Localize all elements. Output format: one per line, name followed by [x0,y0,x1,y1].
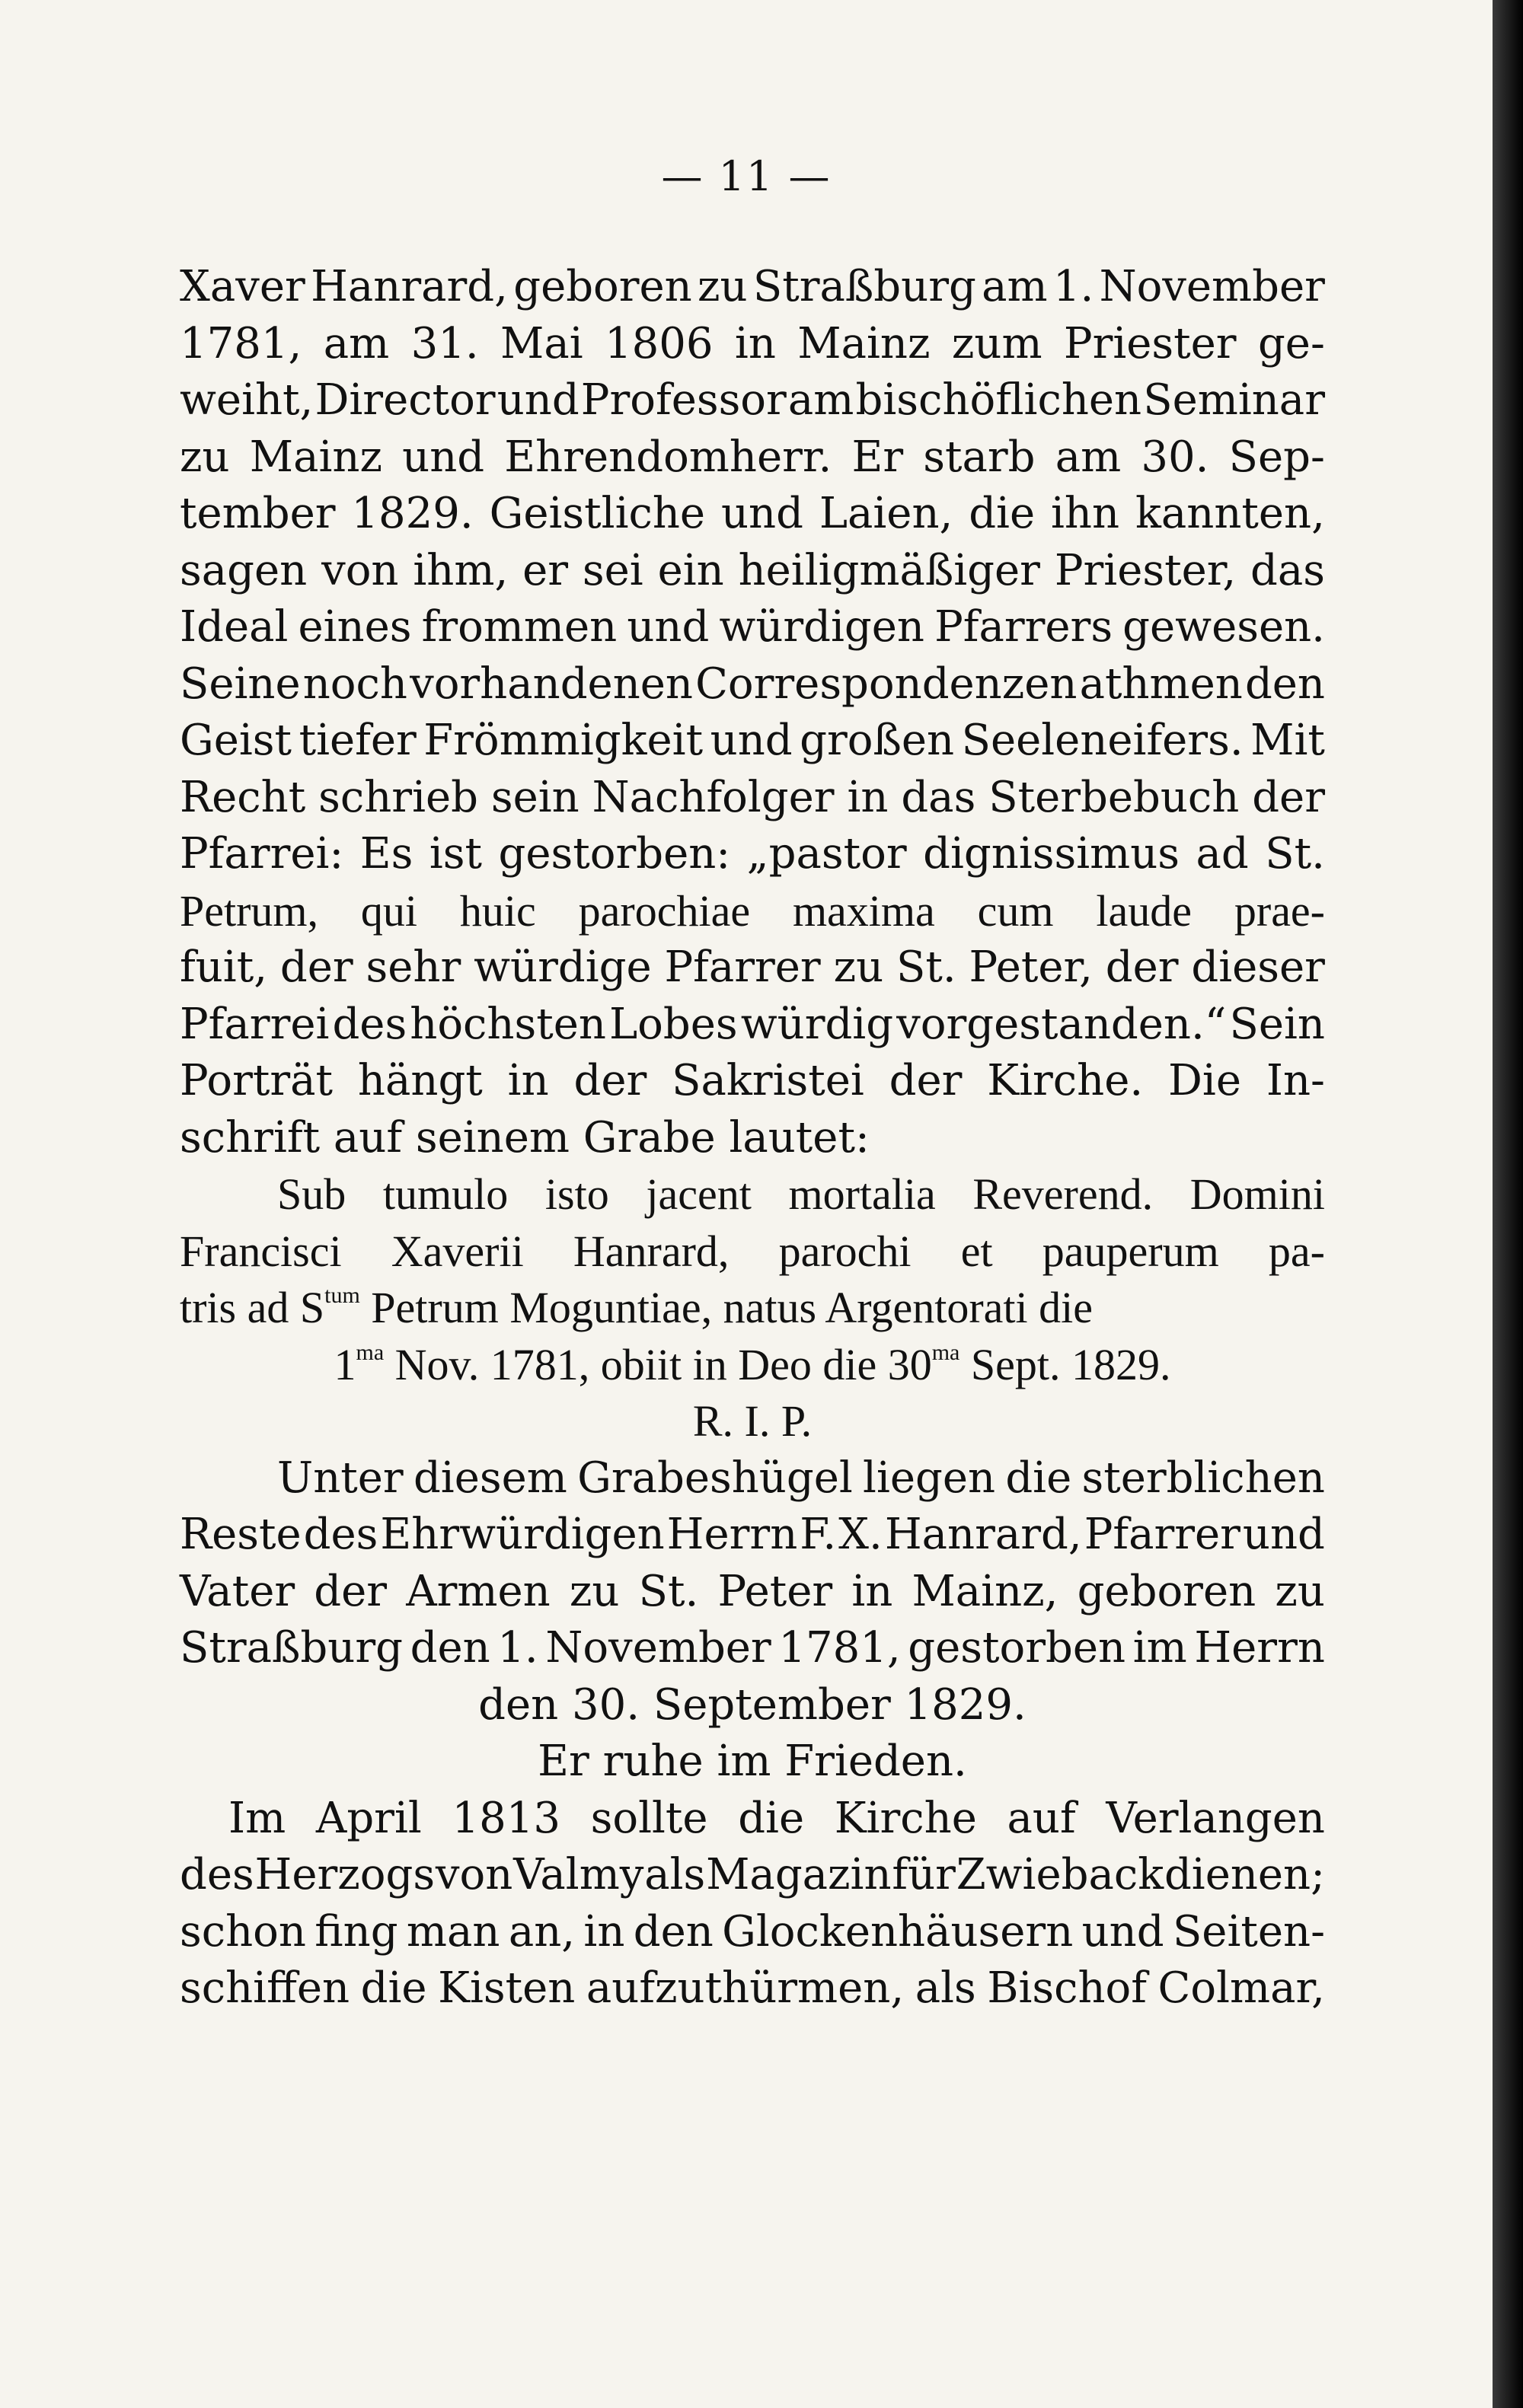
word: liegen [863,1453,996,1503]
inscription-german-line [180,1507,1325,1564]
word: diesem [413,1453,567,1503]
word: in [507,1056,549,1105]
word: den [633,1906,714,1957]
word: Reste [180,1510,302,1559]
word: Seeleneifers. [961,716,1244,765]
word: Seine [180,659,301,709]
word: und [710,716,793,765]
inscription-latin-line: $1^{ma}$ Nov. 1781, obiit in Deo die $30^{ma}$ Sept. 1829. [334,1339,1171,1389]
word: Xaverii [391,1226,524,1276]
word: Ehrendomherr. [504,432,832,482]
word: Petrum, [180,885,319,936]
word: St. [896,942,956,992]
text-line [180,883,1325,940]
word: Reverend. [972,1169,1154,1219]
text-line [180,1847,1325,1904]
word: Ehrwürdigen [380,1510,665,1559]
word: geboren [513,262,692,311]
word: Hanrard, [884,1510,1082,1559]
word: Kisten [438,1963,576,2013]
word: ist [429,829,483,879]
word: die [969,489,1036,538]
word: tiefer [299,716,417,765]
word: das [901,772,976,822]
word: Correspondenzen [695,659,1078,709]
word: In- [1266,1056,1325,1105]
word: November [545,1623,771,1673]
text-line [180,543,1325,600]
word: geboren [1077,1566,1256,1616]
word: dignissimus [923,829,1180,879]
text-line [180,939,1325,997]
text-line [180,826,1325,883]
page-edge [1493,0,1523,2408]
text-line: schrift auf seinem Grabe lautet: [180,1112,870,1163]
word: St. [638,1566,699,1616]
word: ad [1196,829,1249,879]
word: fing [314,1906,398,1957]
word: sehr [366,942,461,992]
text-line [180,599,1325,656]
word: parochi [778,1226,912,1276]
word: Pfarrer [664,942,821,992]
word: die [360,1963,427,2013]
word: Peter [717,1566,833,1616]
word: Pfarrer [1084,1510,1240,1559]
word: Kirche. [987,1056,1144,1105]
word: eines [298,602,412,652]
word: Seiten- [1172,1906,1325,1957]
word: Armen [406,1566,551,1616]
word: Xaver [180,262,305,311]
inscription-closing: Er ruhe im Frieden. [538,1737,967,1786]
word: Glockenhäusern [722,1906,1074,1957]
word: ihm, [413,545,509,595]
word: am [787,375,854,425]
word: F. [800,1510,837,1559]
word: hängt [357,1056,483,1105]
word: Vater [180,1566,295,1616]
word: des [180,1850,254,1899]
word: 1829. [351,489,474,538]
word: Lobes [608,999,738,1049]
word: parochiae [578,885,751,936]
word: heiligmäßiger [738,545,1040,595]
word: Sep- [1228,432,1325,482]
word: der [314,1566,388,1616]
word: 31. [410,318,479,368]
word: gestorben [908,1623,1126,1673]
word: frommen [421,602,618,652]
word: sagen [180,545,308,595]
word: dienen; [1164,1850,1325,1899]
word: X. [838,1510,883,1559]
word: in [847,772,889,822]
word: man [406,1906,500,1957]
word: noch [302,659,407,709]
word: Mai [500,318,583,368]
text-line [180,997,1325,1054]
word: ge- [1257,318,1325,368]
word: Colmar, [1157,1963,1325,2013]
inscription-german-line [180,1620,1325,1677]
word: gewesen. [1122,602,1325,652]
word: jacent [646,1169,752,1219]
word: Domini [1189,1169,1325,1219]
word: Straßburg [180,1623,403,1673]
text-line [180,770,1325,827]
word: Nachfolger [592,772,835,822]
word: tember [180,489,336,538]
word: 30. [1141,432,1209,482]
word: pauperum [1042,1226,1219,1276]
word: Hanrard, [573,1226,730,1276]
word: Die [1168,1056,1241,1105]
word: zu [569,1566,620,1616]
word: bischöflichen [855,375,1142,425]
word: Herrn [1194,1623,1325,1673]
word: November [1099,262,1325,311]
word: huic [459,885,536,936]
word: von [321,545,399,595]
word: Laien, [819,489,953,538]
word: 1813 [452,1793,560,1843]
word: maxima [792,885,935,936]
text-line [180,1904,1325,1961]
word: Herrn [666,1510,798,1559]
word: des [332,999,407,1049]
word: Grabeshügel [577,1453,853,1503]
word: Valmy [513,1850,644,1899]
word: der [573,1056,647,1105]
inscription-german-line [180,1450,1325,1507]
word: aufzuthürmen, [586,1963,905,2013]
text-line [180,372,1325,429]
word: Peter, [969,942,1093,992]
word: Frömmigkeit [423,716,704,765]
word: Herzogs [254,1850,436,1899]
word: Magazin [706,1850,892,1899]
word: Er [851,432,904,482]
word: „pastor [746,829,907,879]
word: das [1250,545,1325,595]
word: zu [833,942,884,992]
word: schon [180,1906,306,1957]
word: 1781, [180,318,302,368]
word: Sterbebuch [988,772,1240,822]
word: starb [923,432,1036,482]
word: am [982,262,1048,311]
word: Geist [180,716,292,765]
word: Francisci [180,1226,342,1276]
word: den [410,1623,490,1673]
word: sei [582,545,643,595]
word: Hanrard, [311,262,508,311]
word: ihn [1051,489,1120,538]
text-line [180,1960,1325,2017]
word: isto [544,1169,609,1219]
word: gestorben: [498,829,731,879]
word: vorgestanden.“ [896,999,1227,1049]
word: laude [1096,885,1192,936]
word: Verlangen [1106,1793,1325,1843]
word: Priester, [1054,545,1237,595]
word: zu [698,262,748,311]
word: vorhandenen [410,659,693,709]
word: von [435,1850,513,1899]
word: Bischof [987,1963,1147,2013]
word: großen [800,716,955,765]
text-line [180,656,1325,713]
word: für [892,1850,956,1899]
word: Porträt [180,1056,334,1105]
word: und [720,489,803,538]
word: in [583,1906,625,1957]
word: des [303,1510,378,1559]
word: der [1252,772,1325,822]
word: am [1055,432,1122,482]
inscription-latin-line [180,1166,1325,1223]
word: Sakristei [672,1056,864,1105]
text-line [180,429,1325,486]
word: Priester [1063,318,1237,368]
word: kannten, [1135,489,1325,538]
inscription-german-line [180,1564,1325,1621]
word: pa- [1268,1226,1325,1276]
text-line [180,486,1325,543]
text-line [180,713,1325,770]
word: Recht [180,772,306,822]
word: St. [1265,829,1325,879]
word: die [738,1793,805,1843]
word: der [279,942,353,992]
word: Sub [277,1169,346,1219]
text-line [180,1053,1325,1110]
word: die [1005,1453,1072,1503]
body-text [180,259,1325,2017]
word: am [323,318,390,368]
word: Unter [277,1453,404,1503]
word: 1806 [605,318,714,368]
word: auf [1007,1793,1076,1843]
word: schrieb [318,772,478,822]
word: Professor [580,375,787,425]
word: als [644,1850,706,1899]
word: 1. [497,1623,538,1673]
word: zu [1275,1566,1325,1616]
word: zum [951,318,1042,368]
word: würdig [740,999,894,1049]
word: und [1242,1510,1325,1559]
word: Mainz [797,318,931,368]
word: tumulo [382,1169,509,1219]
inscription-german-line: den 30. September 1829. [478,1679,1027,1730]
word: und [496,375,580,425]
word: Ideal [180,602,289,652]
text-line [180,1791,1325,1848]
word: 1781, [778,1623,901,1673]
word: April [315,1793,422,1843]
inscription-latin-line [180,1223,1325,1281]
word: der [1105,942,1179,992]
word: athmen [1079,659,1243,709]
word: in [851,1566,893,1616]
inscription-rip: R. I. P. [692,1396,813,1446]
word: Mainz, [912,1566,1058,1616]
word: ein [657,545,724,595]
text-line [180,259,1325,316]
word: weiht, [180,375,314,425]
word: Mit [1250,716,1325,765]
word: als [915,1963,976,2013]
word: Pfarrei: [180,829,344,879]
word: prae- [1234,885,1325,936]
word: und [1081,1906,1164,1957]
word: sein [490,772,580,822]
word: Director [314,375,496,425]
word: 1. [1052,262,1094,311]
word: würdige [474,942,652,992]
word: dieser [1191,942,1325,992]
text-line [180,316,1325,373]
word: er [522,545,569,595]
word: im [1132,1623,1187,1673]
word: et [960,1226,993,1276]
word: sterblichen [1081,1453,1325,1503]
word: den [1244,659,1325,709]
word: Es [359,829,413,879]
word: Straßburg [752,262,976,311]
word: Kirche [834,1793,977,1843]
word: cum [977,885,1054,936]
word: höchsten [410,999,606,1049]
word: Mainz [249,432,382,482]
word: fuit, [180,942,268,992]
word: Sein [1229,999,1325,1049]
word: Im [228,1793,286,1843]
word: in [734,318,776,368]
word: Zwieback [956,1850,1164,1899]
word: Seminar [1143,375,1325,425]
word: zu [180,432,230,482]
word: qui [360,885,418,936]
inscription-latin-line: tris ad $S^{tum}$ Petrum Moguntiae, natus Argentorati die [180,1283,1094,1332]
word: würdigen [719,602,924,652]
word: sollte [590,1793,708,1843]
word: Pfarrers [934,602,1113,652]
word: an, [508,1906,576,1957]
word: und [627,602,710,652]
word: schiffen [180,1963,350,2013]
word: und [402,432,485,482]
word: mortalia [788,1169,936,1219]
page-number: — 11 — [661,152,832,200]
word: der [889,1056,963,1105]
word: Pfarrei [180,999,330,1049]
word: Geistliche [489,489,706,538]
